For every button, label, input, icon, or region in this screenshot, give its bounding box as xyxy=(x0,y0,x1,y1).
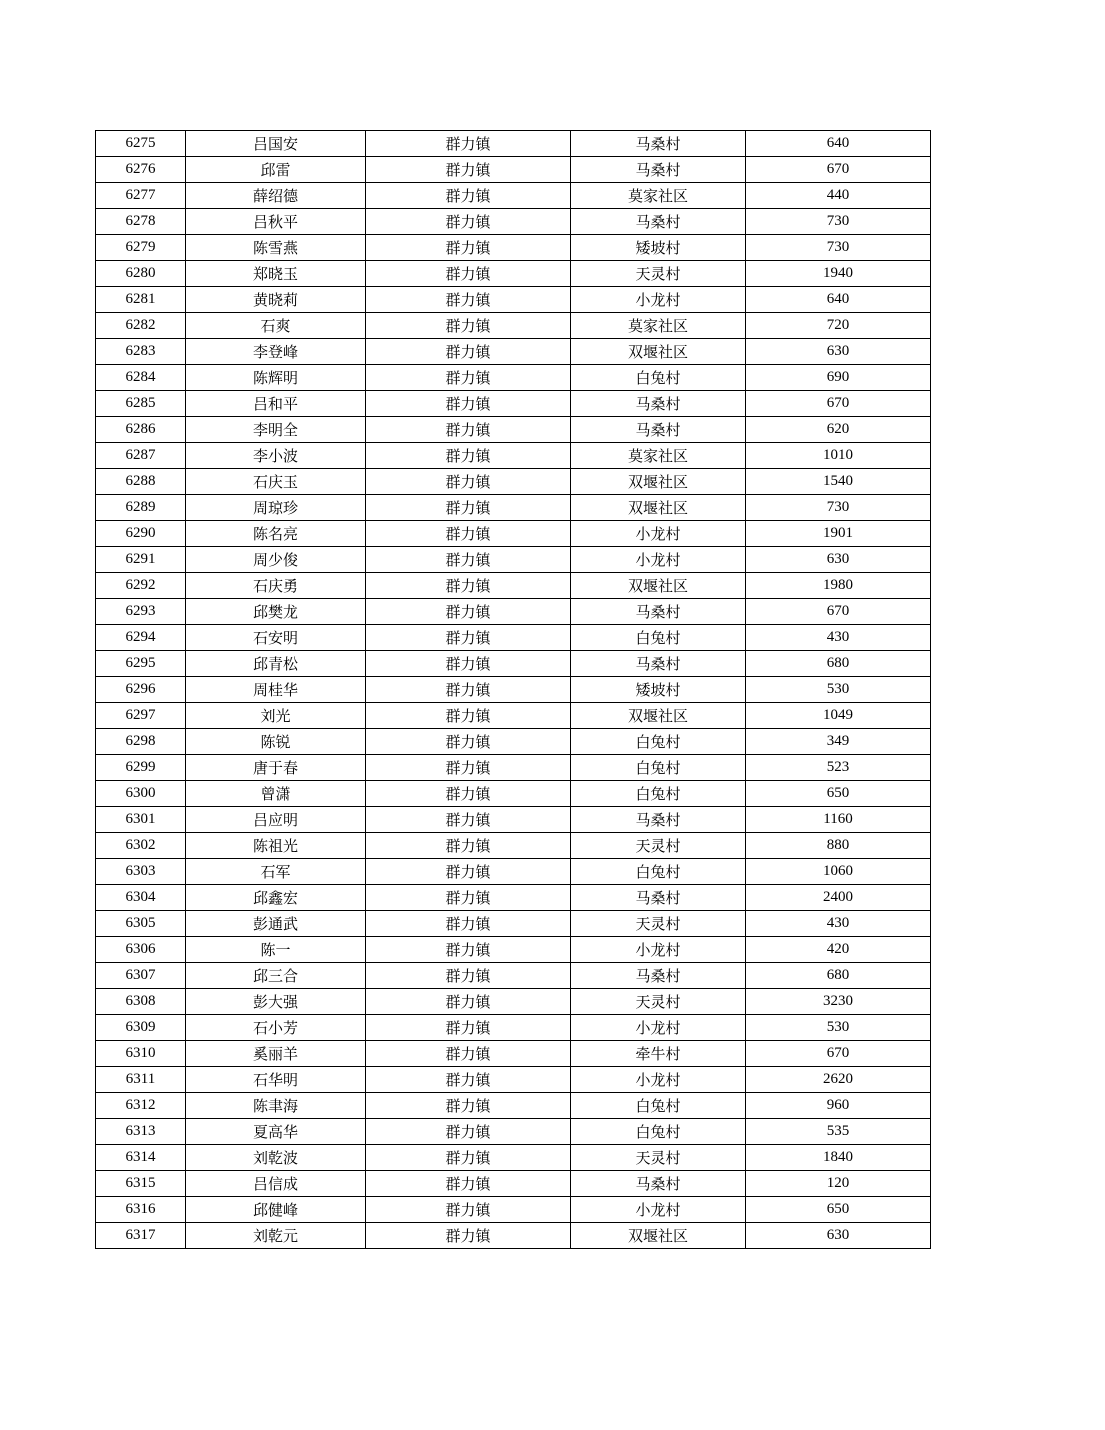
cell-town: 群力镇 xyxy=(366,521,571,547)
cell-id: 6311 xyxy=(96,1067,186,1093)
cell-id: 6308 xyxy=(96,989,186,1015)
table-row xyxy=(96,911,931,937)
table-row xyxy=(96,833,931,859)
cell-amount: 960 xyxy=(746,1093,931,1119)
cell-name: 邱樊龙 xyxy=(186,599,366,625)
cell-id: 6313 xyxy=(96,1119,186,1145)
table-row xyxy=(96,963,931,989)
cell-name: 吕国安 xyxy=(186,131,366,157)
cell-village: 莫家社区 xyxy=(571,443,746,469)
cell-amount: 730 xyxy=(746,235,931,261)
table-row xyxy=(96,1171,931,1197)
cell-amount: 2400 xyxy=(746,885,931,911)
cell-amount: 670 xyxy=(746,157,931,183)
cell-amount: 670 xyxy=(746,1041,931,1067)
cell-amount: 535 xyxy=(746,1119,931,1145)
cell-amount: 3230 xyxy=(746,989,931,1015)
cell-name: 李登峰 xyxy=(186,339,366,365)
cell-amount: 430 xyxy=(746,625,931,651)
cell-name: 薛绍德 xyxy=(186,183,366,209)
table-row xyxy=(96,417,931,443)
cell-town: 群力镇 xyxy=(366,911,571,937)
cell-amount: 680 xyxy=(746,963,931,989)
cell-name: 奚丽羊 xyxy=(186,1041,366,1067)
cell-name: 彭大强 xyxy=(186,989,366,1015)
cell-name: 吕应明 xyxy=(186,807,366,833)
cell-amount: 650 xyxy=(746,1197,931,1223)
cell-town: 群力镇 xyxy=(366,547,571,573)
cell-village: 马桑村 xyxy=(571,157,746,183)
table-row xyxy=(96,859,931,885)
cell-id: 6304 xyxy=(96,885,186,911)
cell-name: 陈名亮 xyxy=(186,521,366,547)
cell-id: 6282 xyxy=(96,313,186,339)
cell-amount: 630 xyxy=(746,547,931,573)
cell-town: 群力镇 xyxy=(366,1015,571,1041)
cell-village: 马桑村 xyxy=(571,599,746,625)
cell-town: 群力镇 xyxy=(366,1041,571,1067)
cell-village: 牵牛村 xyxy=(571,1041,746,1067)
cell-village: 小龙村 xyxy=(571,937,746,963)
cell-name: 吕秋平 xyxy=(186,209,366,235)
table-row xyxy=(96,183,931,209)
cell-village: 双堰社区 xyxy=(571,339,746,365)
cell-id: 6277 xyxy=(96,183,186,209)
cell-town: 群力镇 xyxy=(366,131,571,157)
cell-id: 6283 xyxy=(96,339,186,365)
cell-village: 白兔村 xyxy=(571,781,746,807)
table-row xyxy=(96,209,931,235)
cell-id: 6303 xyxy=(96,859,186,885)
cell-id: 6300 xyxy=(96,781,186,807)
cell-village: 天灵村 xyxy=(571,261,746,287)
cell-name: 石庆玉 xyxy=(186,469,366,495)
cell-town: 群力镇 xyxy=(366,365,571,391)
cell-village: 马桑村 xyxy=(571,885,746,911)
cell-name: 黄晓莉 xyxy=(186,287,366,313)
cell-village: 天灵村 xyxy=(571,833,746,859)
cell-amount: 530 xyxy=(746,677,931,703)
cell-town: 群力镇 xyxy=(366,287,571,313)
cell-id: 6297 xyxy=(96,703,186,729)
cell-amount: 1010 xyxy=(746,443,931,469)
cell-town: 群力镇 xyxy=(366,781,571,807)
cell-amount: 1840 xyxy=(746,1145,931,1171)
cell-town: 群力镇 xyxy=(366,1119,571,1145)
cell-amount: 1940 xyxy=(746,261,931,287)
cell-id: 6298 xyxy=(96,729,186,755)
cell-name: 李明全 xyxy=(186,417,366,443)
cell-village: 白兔村 xyxy=(571,755,746,781)
cell-village: 马桑村 xyxy=(571,807,746,833)
cell-town: 群力镇 xyxy=(366,885,571,911)
cell-village: 小龙村 xyxy=(571,547,746,573)
cell-name: 唐于春 xyxy=(186,755,366,781)
table-row xyxy=(96,157,931,183)
cell-id: 6293 xyxy=(96,599,186,625)
cell-town: 群力镇 xyxy=(366,495,571,521)
cell-town: 群力镇 xyxy=(366,573,571,599)
cell-village: 小龙村 xyxy=(571,287,746,313)
subsidy-table xyxy=(95,130,931,1249)
cell-village: 双堰社区 xyxy=(571,703,746,729)
cell-id: 6280 xyxy=(96,261,186,287)
table-row xyxy=(96,547,931,573)
cell-id: 6314 xyxy=(96,1145,186,1171)
cell-town: 群力镇 xyxy=(366,703,571,729)
cell-town: 群力镇 xyxy=(366,859,571,885)
cell-name: 石华明 xyxy=(186,1067,366,1093)
cell-town: 群力镇 xyxy=(366,1145,571,1171)
cell-village: 矮坡村 xyxy=(571,677,746,703)
cell-amount: 670 xyxy=(746,391,931,417)
cell-town: 群力镇 xyxy=(366,209,571,235)
cell-amount: 530 xyxy=(746,1015,931,1041)
cell-village: 马桑村 xyxy=(571,209,746,235)
cell-id: 6302 xyxy=(96,833,186,859)
cell-id: 6305 xyxy=(96,911,186,937)
cell-id: 6312 xyxy=(96,1093,186,1119)
table-body xyxy=(96,131,931,1249)
cell-id: 6317 xyxy=(96,1223,186,1249)
cell-village: 莫家社区 xyxy=(571,183,746,209)
cell-id: 6276 xyxy=(96,157,186,183)
table-row xyxy=(96,599,931,625)
table-row xyxy=(96,131,931,157)
cell-amount: 1160 xyxy=(746,807,931,833)
table-row xyxy=(96,339,931,365)
cell-village: 双堰社区 xyxy=(571,495,746,521)
cell-amount: 640 xyxy=(746,287,931,313)
cell-name: 周少俊 xyxy=(186,547,366,573)
cell-town: 群力镇 xyxy=(366,157,571,183)
cell-amount: 1049 xyxy=(746,703,931,729)
cell-village: 白兔村 xyxy=(571,859,746,885)
cell-town: 群力镇 xyxy=(366,989,571,1015)
cell-town: 群力镇 xyxy=(366,807,571,833)
cell-id: 6278 xyxy=(96,209,186,235)
cell-town: 群力镇 xyxy=(366,261,571,287)
table-row xyxy=(96,1145,931,1171)
table-row xyxy=(96,1067,931,1093)
cell-village: 双堰社区 xyxy=(571,573,746,599)
cell-village: 马桑村 xyxy=(571,651,746,677)
table-row xyxy=(96,729,931,755)
cell-amount: 680 xyxy=(746,651,931,677)
table-row xyxy=(96,469,931,495)
cell-amount: 880 xyxy=(746,833,931,859)
cell-town: 群力镇 xyxy=(366,625,571,651)
table-row xyxy=(96,495,931,521)
cell-name: 刘乾元 xyxy=(186,1223,366,1249)
cell-name: 彭通武 xyxy=(186,911,366,937)
cell-amount: 1980 xyxy=(746,573,931,599)
cell-id: 6296 xyxy=(96,677,186,703)
cell-village: 莫家社区 xyxy=(571,313,746,339)
cell-id: 6310 xyxy=(96,1041,186,1067)
table-row xyxy=(96,1093,931,1119)
table-row xyxy=(96,651,931,677)
cell-town: 群力镇 xyxy=(366,677,571,703)
cell-name: 陈雪燕 xyxy=(186,235,366,261)
table-row xyxy=(96,1015,931,1041)
cell-name: 郑晓玉 xyxy=(186,261,366,287)
table-row xyxy=(96,1119,931,1145)
cell-name: 夏高华 xyxy=(186,1119,366,1145)
cell-town: 群力镇 xyxy=(366,339,571,365)
cell-name: 周琼珍 xyxy=(186,495,366,521)
cell-name: 陈一 xyxy=(186,937,366,963)
cell-id: 6295 xyxy=(96,651,186,677)
cell-id: 6279 xyxy=(96,235,186,261)
cell-amount: 630 xyxy=(746,1223,931,1249)
table-row xyxy=(96,261,931,287)
cell-village: 天灵村 xyxy=(571,1145,746,1171)
table-row xyxy=(96,755,931,781)
cell-id: 6299 xyxy=(96,755,186,781)
table-row xyxy=(96,807,931,833)
table-row xyxy=(96,937,931,963)
cell-name: 吕信成 xyxy=(186,1171,366,1197)
cell-town: 群力镇 xyxy=(366,833,571,859)
cell-village: 白兔村 xyxy=(571,1093,746,1119)
table-row xyxy=(96,573,931,599)
cell-amount: 690 xyxy=(746,365,931,391)
cell-amount: 523 xyxy=(746,755,931,781)
cell-name: 陈聿海 xyxy=(186,1093,366,1119)
cell-name: 邱三合 xyxy=(186,963,366,989)
cell-village: 马桑村 xyxy=(571,417,746,443)
cell-name: 周桂华 xyxy=(186,677,366,703)
cell-town: 群力镇 xyxy=(366,417,571,443)
cell-village: 马桑村 xyxy=(571,391,746,417)
table-row xyxy=(96,1041,931,1067)
cell-amount: 620 xyxy=(746,417,931,443)
cell-town: 群力镇 xyxy=(366,313,571,339)
table-row xyxy=(96,287,931,313)
cell-name: 石军 xyxy=(186,859,366,885)
table-row xyxy=(96,521,931,547)
cell-name: 石安明 xyxy=(186,625,366,651)
cell-name: 邱健峰 xyxy=(186,1197,366,1223)
table-row xyxy=(96,391,931,417)
cell-amount: 1540 xyxy=(746,469,931,495)
cell-town: 群力镇 xyxy=(366,599,571,625)
cell-amount: 730 xyxy=(746,209,931,235)
cell-id: 6287 xyxy=(96,443,186,469)
cell-name: 陈辉明 xyxy=(186,365,366,391)
cell-village: 白兔村 xyxy=(571,729,746,755)
cell-amount: 430 xyxy=(746,911,931,937)
cell-town: 群力镇 xyxy=(366,937,571,963)
cell-id: 6307 xyxy=(96,963,186,989)
table-row xyxy=(96,235,931,261)
cell-id: 6290 xyxy=(96,521,186,547)
table-row xyxy=(96,313,931,339)
cell-town: 群力镇 xyxy=(366,1093,571,1119)
table-row xyxy=(96,989,931,1015)
table-row xyxy=(96,1197,931,1223)
table-row xyxy=(96,885,931,911)
cell-village: 双堰社区 xyxy=(571,1223,746,1249)
cell-village: 白兔村 xyxy=(571,1119,746,1145)
cell-town: 群力镇 xyxy=(366,729,571,755)
cell-id: 6286 xyxy=(96,417,186,443)
table-row xyxy=(96,781,931,807)
cell-amount: 640 xyxy=(746,131,931,157)
table-row xyxy=(96,677,931,703)
cell-id: 6315 xyxy=(96,1171,186,1197)
cell-id: 6316 xyxy=(96,1197,186,1223)
cell-amount: 420 xyxy=(746,937,931,963)
cell-id: 6288 xyxy=(96,469,186,495)
cell-town: 群力镇 xyxy=(366,963,571,989)
cell-id: 6294 xyxy=(96,625,186,651)
cell-village: 矮坡村 xyxy=(571,235,746,261)
cell-town: 群力镇 xyxy=(366,391,571,417)
cell-village: 马桑村 xyxy=(571,1171,746,1197)
cell-name: 刘乾波 xyxy=(186,1145,366,1171)
cell-village: 天灵村 xyxy=(571,911,746,937)
cell-amount: 730 xyxy=(746,495,931,521)
cell-amount: 1901 xyxy=(746,521,931,547)
cell-name: 石小芳 xyxy=(186,1015,366,1041)
cell-name: 曾潇 xyxy=(186,781,366,807)
cell-town: 群力镇 xyxy=(366,1067,571,1093)
cell-amount: 349 xyxy=(746,729,931,755)
cell-name: 刘光 xyxy=(186,703,366,729)
cell-village: 小龙村 xyxy=(571,1067,746,1093)
cell-id: 6281 xyxy=(96,287,186,313)
table-row xyxy=(96,625,931,651)
cell-name: 陈锐 xyxy=(186,729,366,755)
cell-name: 石庆勇 xyxy=(186,573,366,599)
cell-id: 6309 xyxy=(96,1015,186,1041)
cell-town: 群力镇 xyxy=(366,443,571,469)
cell-village: 天灵村 xyxy=(571,989,746,1015)
cell-name: 邱雷 xyxy=(186,157,366,183)
cell-name: 李小波 xyxy=(186,443,366,469)
cell-village: 马桑村 xyxy=(571,963,746,989)
cell-id: 6301 xyxy=(96,807,186,833)
cell-town: 群力镇 xyxy=(366,235,571,261)
cell-village: 白兔村 xyxy=(571,625,746,651)
cell-town: 群力镇 xyxy=(366,755,571,781)
cell-name: 邱鑫宏 xyxy=(186,885,366,911)
cell-amount: 440 xyxy=(746,183,931,209)
cell-amount: 630 xyxy=(746,339,931,365)
table-row xyxy=(96,1223,931,1249)
cell-id: 6284 xyxy=(96,365,186,391)
cell-amount: 120 xyxy=(746,1171,931,1197)
cell-id: 6291 xyxy=(96,547,186,573)
cell-id: 6292 xyxy=(96,573,186,599)
cell-name: 吕和平 xyxy=(186,391,366,417)
cell-town: 群力镇 xyxy=(366,469,571,495)
cell-id: 6275 xyxy=(96,131,186,157)
cell-town: 群力镇 xyxy=(366,1197,571,1223)
cell-amount: 650 xyxy=(746,781,931,807)
cell-amount: 2620 xyxy=(746,1067,931,1093)
cell-name: 陈祖光 xyxy=(186,833,366,859)
cell-village: 小龙村 xyxy=(571,521,746,547)
cell-town: 群力镇 xyxy=(366,1223,571,1249)
cell-village: 马桑村 xyxy=(571,131,746,157)
table-row xyxy=(96,443,931,469)
cell-town: 群力镇 xyxy=(366,183,571,209)
table-row xyxy=(96,703,931,729)
cell-village: 白兔村 xyxy=(571,365,746,391)
cell-village: 小龙村 xyxy=(571,1197,746,1223)
cell-id: 6289 xyxy=(96,495,186,521)
cell-amount: 1060 xyxy=(746,859,931,885)
cell-village: 双堰社区 xyxy=(571,469,746,495)
table-row xyxy=(96,365,931,391)
cell-town: 群力镇 xyxy=(366,651,571,677)
cell-village: 小龙村 xyxy=(571,1015,746,1041)
cell-name: 石爽 xyxy=(186,313,366,339)
cell-amount: 670 xyxy=(746,599,931,625)
cell-name: 邱青松 xyxy=(186,651,366,677)
cell-amount: 720 xyxy=(746,313,931,339)
cell-id: 6285 xyxy=(96,391,186,417)
cell-id: 6306 xyxy=(96,937,186,963)
cell-town: 群力镇 xyxy=(366,1171,571,1197)
